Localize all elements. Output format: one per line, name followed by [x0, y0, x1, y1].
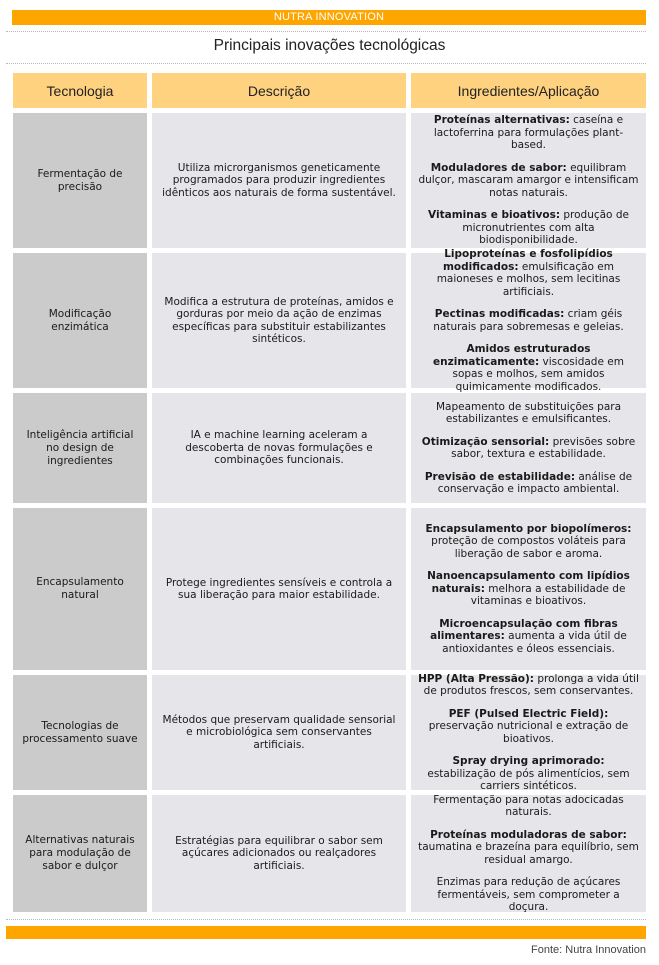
- application-item-title: Previsão de estabilidade:: [424, 470, 576, 483]
- application-item: [417, 471, 640, 496]
- technology-cell: Encapsulamento natural: [13, 508, 147, 670]
- application-item: [417, 343, 640, 393]
- table-row: [13, 248, 646, 393]
- application-item: [417, 114, 640, 152]
- application-cell: [411, 672, 646, 792]
- application-cell: [411, 248, 646, 393]
- technology-cell: Tecnologias de processamento suave: [13, 675, 147, 790]
- description-cell: Utiliza microrganismos geneticamente programados para produzir ingredientes idênticos aos naturais de forma sustentável.: [152, 113, 406, 248]
- application-cell: [411, 795, 646, 912]
- page-title: Principais inovações tecnológicas: [213, 37, 446, 54]
- application-item-text: equilibram dulçor, mascaram amargor e intensificam notas naturais.: [418, 161, 639, 199]
- divider-bottom: [6, 919, 646, 920]
- application-item: [417, 523, 640, 561]
- application-item-text: prolonga a vida útil de produtos frescos, sem conservantes.: [423, 672, 639, 697]
- application-item: [417, 162, 640, 200]
- application-item-title: Moduladores de sabor:: [430, 161, 567, 174]
- application-item: [417, 308, 640, 333]
- description-cell: Protege ingredientes sensíveis e controla a sua liberação para maior estabilidade.: [152, 508, 406, 670]
- table-row: [13, 795, 646, 912]
- application-item-text: estabilização de pós alimentícios, sem carriers sintéticos.: [427, 767, 630, 792]
- table-header-row: [13, 73, 646, 108]
- application-item: [417, 401, 640, 426]
- footer-bar: [6, 926, 646, 939]
- column-header-tecnologia: Tecnologia: [13, 73, 147, 108]
- application-item-text: produção de micronutrientes com alta biodisponibilidade.: [462, 209, 629, 247]
- application-item: [417, 436, 640, 461]
- description-cell: Métodos que preservam qualidade sensorial e microbiológica sem conservantes artificiais.: [152, 675, 406, 790]
- technology-cell: Modificação enzimática: [13, 253, 147, 388]
- application-item-text: viscosidade em sopas e molhos, sem amidos quimicamente modificados.: [452, 355, 624, 393]
- application-item-text: previsões sobre sabor, textura e estabilidade.: [451, 435, 636, 460]
- column-header-descricao: Descrição: [152, 73, 406, 108]
- application-item-title: Spray drying aprimorado:: [452, 755, 605, 767]
- application-item-title: Pectinas modificadas:: [434, 308, 565, 320]
- application-item-title: Nanoencapsulamento com lipídios naturais:: [427, 570, 630, 595]
- application-item: [417, 829, 640, 867]
- technology-cell: Fermentação de precisão: [13, 113, 147, 248]
- table-row: [13, 672, 646, 792]
- application-item-text: caseína e lactoferrina para formulações plant-based.: [433, 114, 624, 152]
- description-cell: Modifica a estrutura de proteínas, amidos e gorduras por meio da ação de enzimas específicas para substituir estabilizantes sintéticos.: [152, 253, 406, 388]
- application-item: [417, 876, 640, 914]
- description-cell: Estratégias para equilibrar o sabor sem açúcares adicionados ou realçadores artificiais.: [152, 795, 406, 912]
- application-item-title: Lipoproteínas e fosfolipídios modificados:: [442, 248, 613, 273]
- application-item-text: emulsificação em maioneses e molhos, sem lecitinas artificiais.: [436, 260, 621, 298]
- application-item: [417, 755, 640, 793]
- application-item-text: aumenta a vida útil de antioxidantes e óleos essenciais.: [442, 630, 627, 655]
- technology-cell: Alternativas naturais para modulação de sabor e dulçor: [13, 795, 147, 912]
- application-item: [417, 618, 640, 656]
- technology-cell: Inteligência artificial no design de ingredientes: [13, 393, 147, 503]
- table-row: [13, 508, 646, 670]
- application-item: [417, 794, 640, 819]
- application-item-title: Proteínas alternativas:: [433, 114, 570, 127]
- table-row: [13, 113, 646, 248]
- divider-title: [6, 63, 646, 64]
- application-item-title: Amidos estruturados enzimaticamente:: [433, 343, 591, 368]
- application-item-text: preservação nutricional e extração de bioativos.: [428, 720, 629, 745]
- application-item-title: Encapsulamento por biopolímeros:: [425, 522, 632, 535]
- description-cell: IA e machine learning aceleram a descoberta de novas formulações e combinações funcionais.: [152, 393, 406, 503]
- application-item-title: Proteínas moduladoras de sabor:: [430, 828, 627, 841]
- table-row: [13, 393, 646, 503]
- application-item-text: melhora a estabilidade de vitaminas e bioativos.: [470, 582, 626, 608]
- source-note: Fonte: Nutra Innovation: [531, 944, 646, 956]
- application-item-title: HPP (Alta Pressão):: [418, 672, 534, 685]
- application-item-text: Mapeamento de substituições para estabilizantes e emulsificantes.: [435, 400, 622, 425]
- application-item-text: Fermentação para notas adocicadas naturais.: [433, 793, 624, 818]
- application-item-text: Enzimas para redução de açúcares fermentáveis, sem comprometer a doçura.: [436, 876, 621, 913]
- application-item: [417, 209, 640, 247]
- divider-top: [6, 31, 646, 32]
- application-item-text: análise de conservação e impacto ambiental.: [437, 470, 633, 495]
- application-item-text: taumatina e brazeína para equilíbrio, sem residual amargo.: [418, 841, 639, 866]
- application-item-text: proteção de compostos voláteis para liberação de sabor e aroma.: [431, 535, 626, 560]
- column-header-ingredientes: Ingredientes/Aplicação: [411, 73, 646, 108]
- application-item-title: Vitaminas e bioativos:: [428, 209, 561, 222]
- application-item: [417, 708, 640, 746]
- application-item: [417, 248, 640, 298]
- application-item: [417, 570, 640, 608]
- application-item-title: PEF (Pulsed Electric Field):: [448, 707, 609, 720]
- application-cell: [411, 393, 646, 503]
- application-cell: [411, 508, 646, 670]
- application-item-text: criam géis naturais para sobremesas e geleias.: [433, 308, 624, 333]
- application-cell: [411, 113, 646, 248]
- innovation-table: [13, 73, 646, 917]
- application-item: [417, 673, 640, 698]
- application-item-title: Microencapsulação com fibras alimentares:: [430, 617, 618, 643]
- brand-bar: NUTRA INNOVATION: [12, 10, 646, 25]
- application-item-title: Otimização sensorial:: [421, 435, 550, 448]
